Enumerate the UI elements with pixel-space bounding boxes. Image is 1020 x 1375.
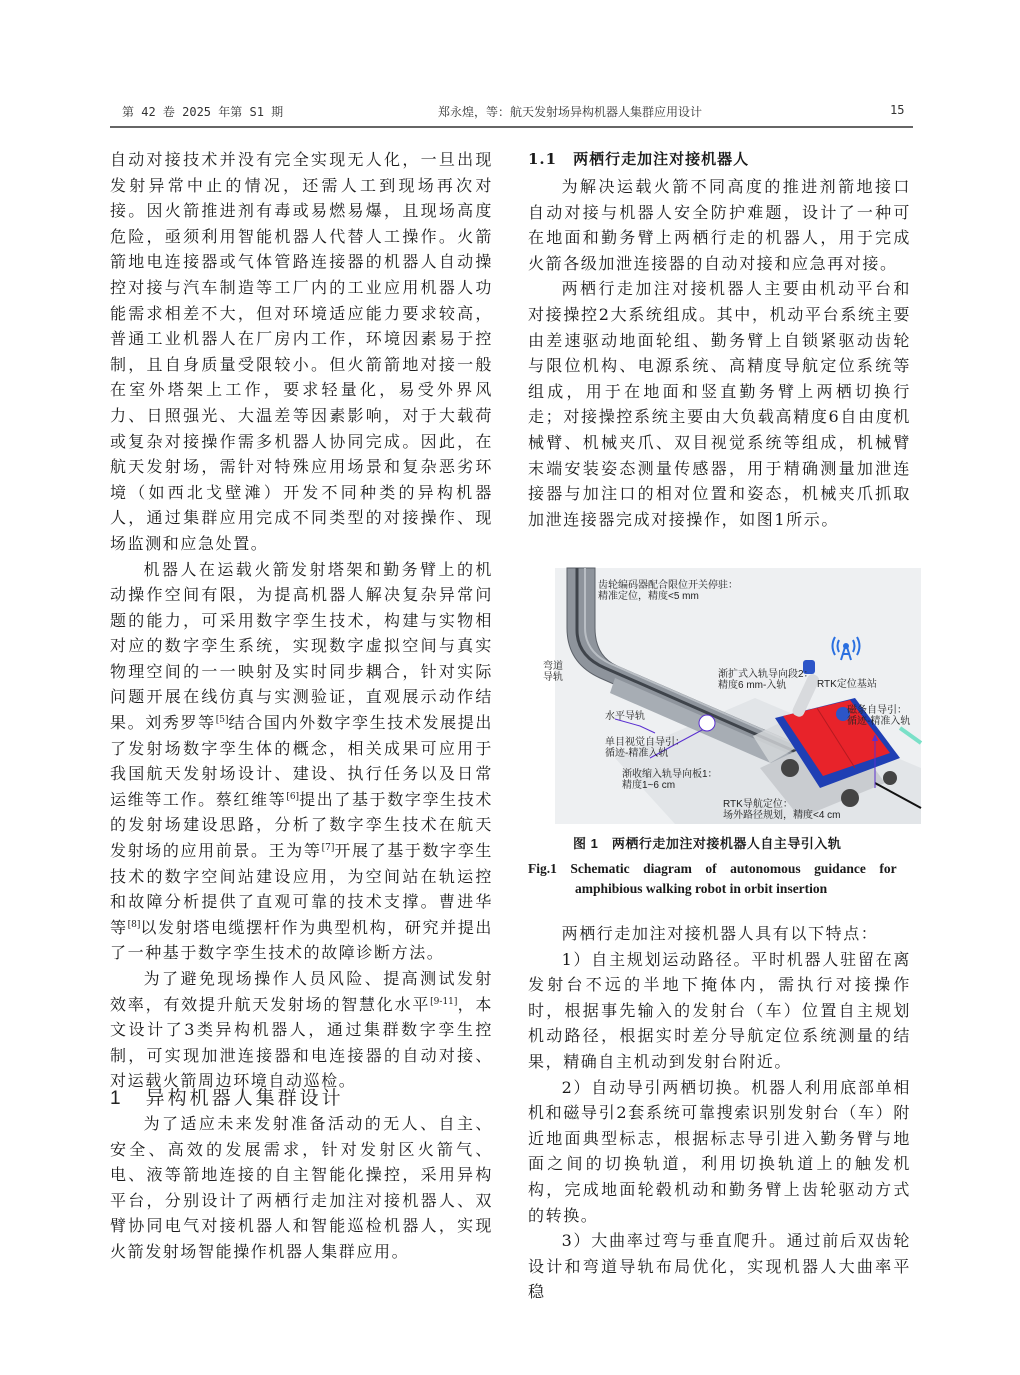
citation-ref: [8] [127,919,141,930]
paragraph: 自动对接技术并没有完全实现无人化，一旦出现发射异常中止的情况，还需人工到现场再次对接。因火箭推进剂有毒或易燃易爆，且现场高度危险，亟须利用智能机器人代替人工操作。火箭箭地电连接器或气体管路连接器的机器人自动操控对接与汽车制造等工厂内的工业应用机器人功能需求相差不大，但对环境适应能力要求较高，普通工业机器人在厂房内工作，环境因素易于控制，且自身质量受限较小。但火箭箭地对接一般在室外塔架上工作，要求轻量化，易受外界风力、日照强光、大温差等因素影响，对于大载荷或复杂对接操作需多机器人协同完成。因此，在航天发射场，需针对特殊应用场景和复杂恶劣环境（如西北戈壁滩）开发不同种类的异构机器人，通过集群应用完成不同类型的对接操作、现场监测和应急处置。 [110,150,493,553]
figure-caption-en-1: Fig.1 Schematic diagram of autonomous guidance for [528,861,897,876]
figure-illustration [555,568,921,824]
label-expanding-guide: 渐扩式入轨导向段2： 精度6 mm-入轨 [718,669,814,691]
label-monocular-guide: 单目视觉自导引： 循迹-精准入轨 [605,737,685,759]
label-gear-encoder: 齿轮编码器配合限位开关停驻： 精准定位，精度<5 mm [598,580,738,602]
paragraph: 为解决运载火箭不同高度的推进剂箭地接口自动对接与机器人安全防护难题，设计了一种可在地面和勤务臂上两栖行走的机器人，用于完成火箭各级加泄连接器的自动对接和应急再对接。 [528,177,911,273]
left-intro-text [110,147,493,1094]
label-horizontal-rail: 水平导轨 [605,711,645,722]
paragraph: 2）自动导引两栖切换。机器人利用底部单相机和磁导引2套系统可靠搜索识别发射台（车）附近地面典型标志，根据标志导引进入勤务臂与地面之间的切换轨道，利用切换轨道上的触发机构，完成地面轮毂机动和勤务臂上齿轮驱动方式的转换。 [528,1077,911,1225]
figure-caption-en-2: amphibious walking robot in orbit insertion [575,881,828,896]
citation-ref: [9-11] [430,996,458,1007]
paragraph: 3）大曲率过弯与垂直爬升。通过前后双齿轮设计和弯道导轨布局优化，实现机器人大曲率平稳 [528,1231,911,1302]
figure-caption-cn: 图 1 两栖行走加注对接机器人自主导引入轨 [573,836,842,851]
paragraph: 两栖行走加注对接机器人主要由机动平台和对接操控2大系统组成。其中，机动平台系统主要由差速驱动地面轮组、勤务臂上自锁紧驱动齿轮与限位机构、电源系统、高精度导航定位系统等组成，用于在地面和竖直勤务臂上两栖切换行走；对接操控系统主要由大负载高精度6自由度机械臂、机械夹爪、双目视觉系统等组成，机械臂末端安装姿态测量传感器，用于精确测量加泄连接器与加注口的相对位置和姿态，机械夹爪抓取加泄连接器完成对接操作，如图1所示。 [528,279,911,529]
paragraph: 为了适应未来发射准备活动的无人、自主、安全、高效的发展需求，针对发射区火箭气、电、液等箭地连接的自主智能化操控，采用异构平台，分别设计了两栖行走加注对接机器人、双臂协同电气对接机器人和智能巡检机器人，实现火箭发射场智能操作机器人集群应用。 [110,1114,493,1261]
figure-1-robot-guidance [543,568,921,824]
label-magnetic-guide: 磁条自导引： 循迹-精准入轨 [847,705,911,727]
header-rule [110,126,913,128]
journal-issue: 第 42 卷 2025 年第 S1 期 [122,105,284,119]
paragraph: 为了避免现场操作人员风险、提高测试发射效率，有效提升航天发射场的智慧化水平[9-11]，本文设计了3类异构机器人，通过集群数字孪生控制，可实现加泄连接器和电连接器的自动对接、对运载火箭周边环境自动巡检。 [110,969,493,1091]
label-curved-rail: 弯道 导轨 [543,661,563,683]
section-heading: 1 异构机器人集群设计 [110,1088,344,1109]
page-number: 15 [890,103,905,117]
citation-ref: [6] [286,791,300,802]
label-rtk-navigation: RTK导航定位： 场外路径规划，精度<4 cm [723,799,841,821]
running-title: 郑永煌，等：航天发射场异构机器人集群应用设计 [438,105,703,119]
label-rtk-station: RTK定位基站 [817,679,877,690]
right-text-after-figure [528,921,911,1305]
citation-ref: [5] [215,715,229,726]
paragraph: 1）自主规划运动路径。平时机器人驻留在离发射台不远的半地下掩体内，需执行对接操作时，根据事先输入的发射台（车）位置自主规划机动路径，根据实时差分导航定位系统测量的结果，精确自主机动到发射台附近。 [528,949,911,1071]
section-1-text [110,1111,493,1265]
right-text-before-figure [528,174,911,532]
label-shrinking-guide: 渐收缩入轨导向板1： 精度1~6 cm [622,769,718,791]
subsection-heading: 1.1 两栖行走加注对接机器人 [528,150,750,168]
paragraph: 两栖行走加注对接机器人具有以下特点： [561,924,879,943]
paragraph: 机器人在运载火箭发射塔架和勤务臂上的机动操作空间有限，为提高机器人解决复杂异常问题的能力，可采用数字孪生技术，构建与实物相对应的数字孪生系统，实现数字虚拟空间与真实物理空间的一一映射及实时同步耦合，针对实际问题开展在线仿真与实测验证，直观展示动作结果。刘秀罗等[5]结合国内外数字孪生技术发展提出了发射场数字孪生体的概念，相关成果可应用于我国航天发射场设计、建设、执行任务以及日常运维等工作。蔡红维等[6]提出了基于数字孪生技术的发射场建设思路，分析了数字孪生技术在航天发射场的应用前景。王为等[7]开展了基于数字孪生技术的数字空间站建设应用，为空间站在轨运控和故障分析提供了直观可靠的技术支撑。曹进华等[8]以发射塔电缆摆杆作为典型机构，研究并提出了一种基于数字孪生技术的故障诊断方法。 [110,559,494,963]
citation-ref: [7] [321,843,335,854]
